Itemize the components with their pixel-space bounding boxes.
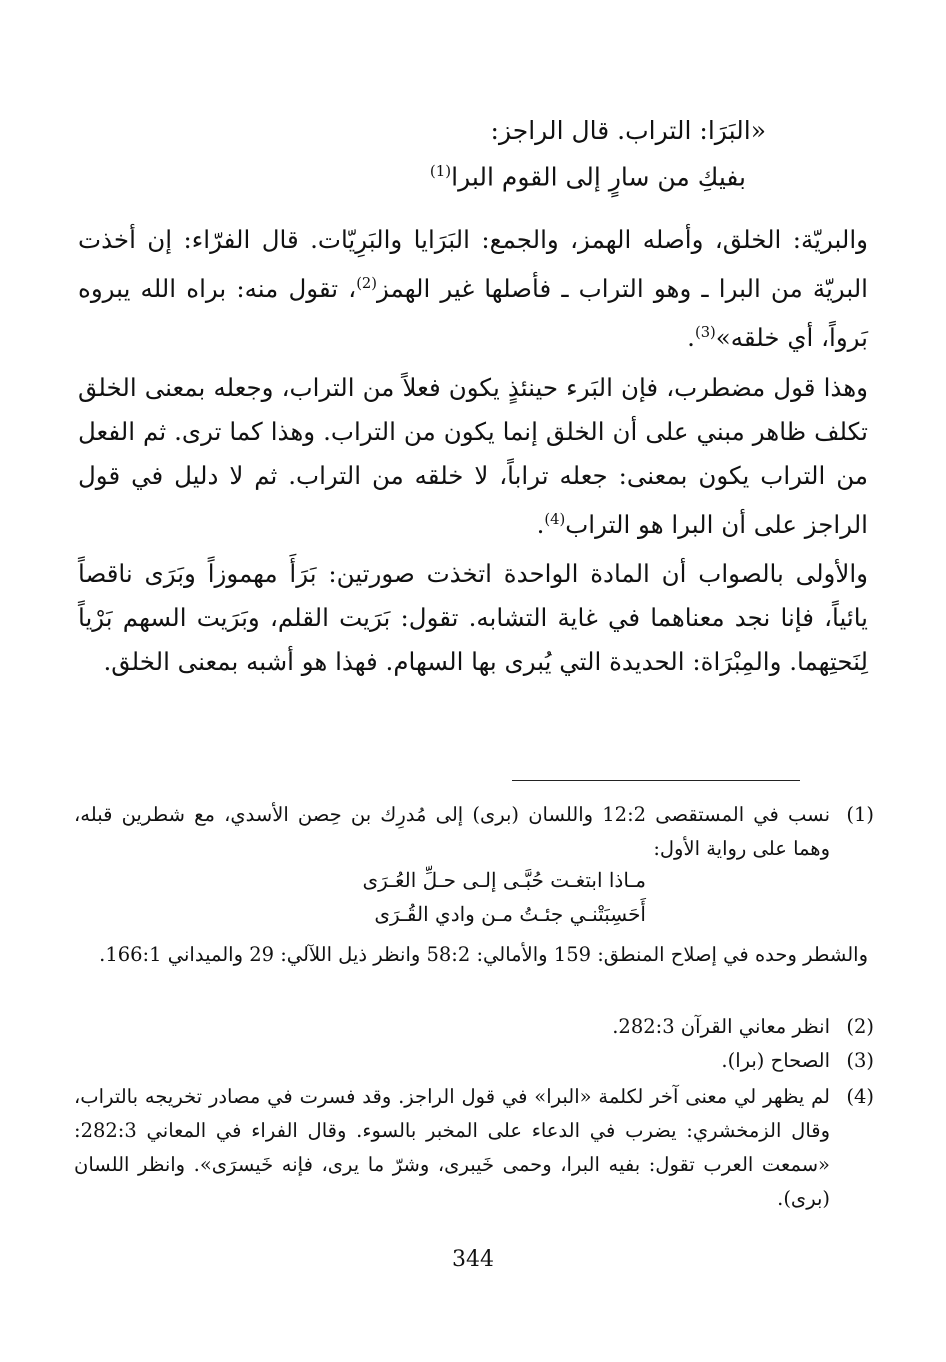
verse-text: بفيكِ من سارٍ إلى القوم البرا: [451, 162, 746, 192]
verse-line: [430, 162, 746, 191]
footnote-1-verse-1: مـاذا ابتغـت حُبَّـى إلـى حـلِّ العُـرَى: [362, 868, 646, 892]
footnote-ref-2: (2): [356, 275, 378, 292]
page-number: 344: [452, 1247, 494, 1272]
paragraph-3: والأولى بالصواب أن المادة الواحدة اتخذت صورتين: بَرَأَ مهموزاً وبَرَى ناقصاً يائياً، فإنا نجد معناهما في غاية التشابه. تقول: بَرَيت القلم، وبَرَيت السهم بَرْياً لِنَحتِهما. والمِبْرَاة: الحديدة التي يُبرى بها السهام. فهذا هو أشبه بمعنى الخلق.: [78, 559, 868, 676]
footnote-2-number: (2): [846, 1015, 874, 1038]
paragraph-2: [78, 366, 868, 547]
paragraph-2-text: وهذا قول مضطرب، فإن البَرء حينئذٍ يكون فعلاً من التراب، وجعله بمعنى الخلق تكلف ظاهر مبني على أن الخلق إنما يكون من التراب. وهذا كما ترى. ثم الفعل من التراب يكون بمعنى: جعله تراباً، لا خلقه من التراب. ثم لا دليل في قول الراجز على أن البرا هو التراب: [78, 373, 868, 540]
footnote-2: [74, 1010, 874, 1044]
paragraph-2-end: .: [536, 510, 545, 540]
footnote-3-number: (3): [846, 1049, 874, 1072]
footnote-4-number: (4): [846, 1085, 874, 1108]
quote-line: «البَرَا: التراب. قال الراجز:: [490, 116, 766, 145]
footnote-1-continuation: [73, 938, 868, 972]
footnote-ref-4: (4): [544, 511, 566, 528]
paragraph-1-end: .: [687, 323, 695, 353]
footnote-ref-3: (3): [694, 324, 716, 342]
footnote-1-verse-2: أَحَسِبَتْنـي جئـتُ مـن وادي القُـرَى: [374, 902, 646, 926]
paragraph-1-text-b: ، تقول منه: براه الله يبروه بَرواً، أي خلقه»: [78, 274, 868, 353]
footnote-3-text: الصحاح (برا).: [721, 1049, 830, 1072]
footnote-4-text: لم يظهر لي معنى آخر لكلمة «البرا» في قول الراجز. وقد فسرت في مصادر تخريجه بالتراب، وقال الزمخشري: يضرب في الدعاء على المخبر بالسوء. وقال الفراء في المعاني 282:3: «سمعت العرب تقول: بفيه البرا، وحمى خَيبرى، وشرّ ما يرى، فإنه خَيسرَى». وانظر اللسان (برى).: [74, 1085, 830, 1210]
footnote-1: [74, 798, 874, 866]
paragraph-1: [78, 218, 868, 360]
footnote-2-text: انظر معاني القرآن 282:3.: [612, 1015, 830, 1038]
footnote-separator: [512, 780, 800, 781]
footnote-ref-1: (1): [429, 162, 452, 180]
footnote-4: [74, 1080, 874, 1216]
footnote-1-number: (1): [846, 803, 874, 826]
paragraph-1-text-a: والبريّة: الخلق، وأصله الهمز، والجمع: البَرَايا والبَرِيّات. قال الفرّاء: إن أخذت البريّة من البرا ـ وهو التراب ـ فأصلها غير الهمز: [78, 225, 868, 304]
footnote-1-continuation-text: والشطر وحده في إصلاح المنطق: 159 والأمالي: 58:2 وانظر ذيل اللآلي: 29 والميداني 166:1.: [99, 943, 868, 966]
footnote-1-text: نسب في المستقصى 12:2 واللسان (برى) إلى مُدرِك بن حِصن الأسدي، مع شطرين قبله، وهما على رواية الأول:: [74, 803, 830, 860]
footnote-3: [74, 1044, 874, 1078]
